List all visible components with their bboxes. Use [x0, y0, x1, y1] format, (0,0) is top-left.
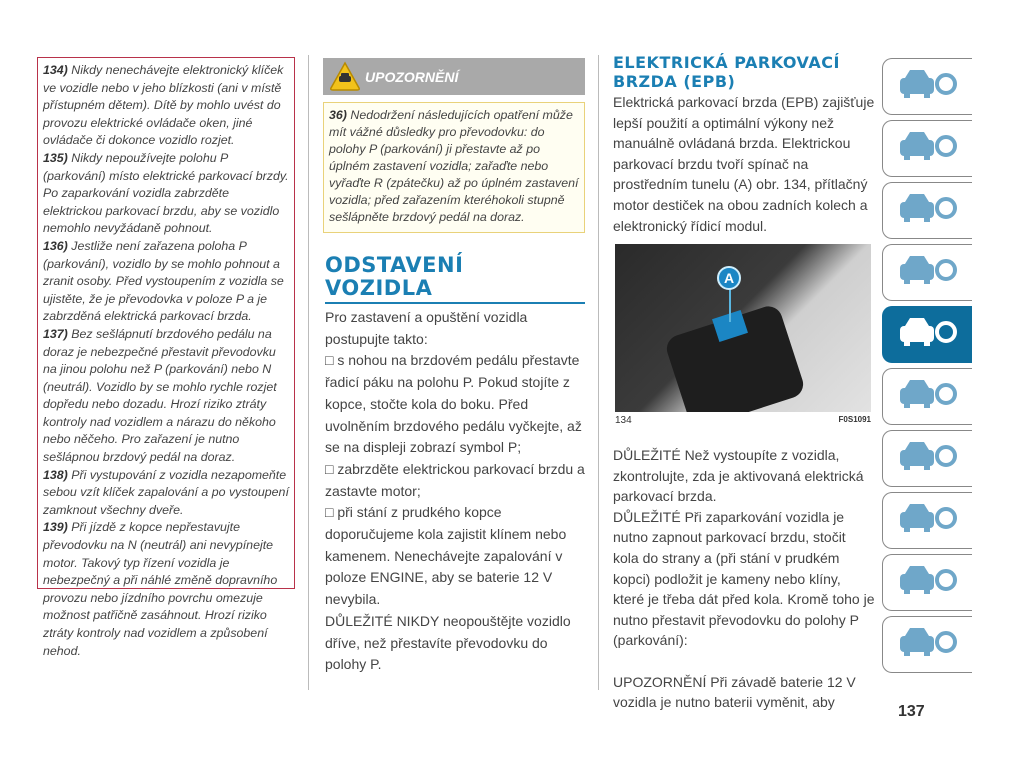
checkbox-bullet-icon: □	[325, 352, 338, 369]
note-139: 139) Při jízdě z kopce nepřestavujte převodovku na N (neutrál) ani nevypínejte motor. Takový typ řízení vozidla je nebezpečný a při náhlé změně dopravního provozu nebo jízdního povrchu omezuje možnost patřičně zasáhnout. Hrozí riziko ztráty kontroly nad vozidlem a způsobení nehod.	[43, 520, 278, 658]
column-divider	[308, 55, 309, 690]
chapter-tab[interactable]	[882, 492, 972, 549]
car-info-icon	[896, 126, 960, 171]
warning-triangle-icon	[329, 61, 361, 91]
callout-marker: A	[717, 266, 741, 290]
warning-light-mail-icon	[896, 188, 960, 233]
notes-box	[37, 57, 295, 658]
chapter-tab[interactable]	[882, 58, 972, 115]
note-138: 138) Při vystupování z vozidla nezapomeňte sebou vzít klíček zapalování a po vystoupení zamknout všechny dveře.	[43, 467, 289, 517]
list-item: □ při stání z prudkého kopce doporučujeme kola zajistit klínem nebo kamenem. Nenechávejte zapalování v poloze ENGINE, aby se baterie 12 V nevybila.	[325, 504, 567, 608]
chapter-tab[interactable]	[882, 244, 972, 301]
page-number: 137	[898, 703, 925, 720]
starting-driving-icon	[896, 312, 960, 357]
list-item: □ zabrzděte elektrickou parkovací brzdu a zastavte motor;	[325, 460, 585, 499]
technical-data-icon	[896, 498, 960, 543]
epb-intro: Elektrická parkovací brzda (EPB) zajišťuje lepší použití a optimální výkony než manuálně ovládaná brzda. Elektrickou parkovací brzdu tvoří spínač na prostředním tunelu (A) obr. 134, přítlačný motor destiček na obou zadních kolech a elektronický řídicí modul.	[613, 94, 875, 234]
chapter-tab[interactable]	[882, 306, 972, 363]
warning-title: UPOZORNĚNÍ	[365, 68, 459, 85]
note-134: 134) Nikdy nenechávejte elektronický klíček ve vozidle nebo v jeho blízkosti (ani v místě přístupném dětem). Dítě by mohlo uvést do provozu elektrické ovládače oken, jiné ovládače či dokonce vozidlo rozjet.	[43, 63, 284, 148]
column-divider	[598, 55, 599, 690]
chapter-tab[interactable]	[882, 368, 972, 425]
checkbox-bullet-icon: □	[325, 504, 338, 521]
note-137: 137) Bez sešlápnutí brzdového pedálu na doraz je nebezpečné přestavit převodovku na jinou polohu než P (parkování) nebo N (neutrál). Vozidlo by se mohlo rychle rozjet dopředu nebo dozadu. Hrozí riziko ztráty kontroly nad vozidlem a nárazu do někoho nebo něčeho. Pro zařazení je nutno sešlápnou brzdový pedál na doraz.	[43, 326, 277, 465]
chapter-tab[interactable]	[882, 120, 972, 177]
section-heading-odstaveni: ODSTAVENÍ VOZIDLA	[325, 254, 585, 304]
chapter-tab[interactable]	[882, 616, 972, 673]
odstaveni-body: Pro zastavení a opuštění vozidla postupujte takto: □ s nohou na brzdovém pedálu přestavte řadicí páku na polohu P. Pokud stojíte z kopce, stočte kola do boku. Před uvolněním brzdového pedálu vyčkejte, až se na displeji zobrazí symbol P; □ zabrzděte elektrickou parkovací brzdu a zastavte motor; □ při stání z prudkého kopce doporučujeme kola zajistit klínem nebo kamenem. Nenechávejte zapalování v poloze ENGINE, aby se baterie 12 V nevybila. DŮLEŽITÉ NIKDY neopouštějte vozidlo dříve, než přestavíte převodovku do polohy P.	[325, 307, 590, 676]
note-136: 136) Jestliže není zařazena poloha P (parkování), vozidlo by se mohlo pohnout a zranit osoby. Před vystoupením z vozidla se ujistěte, že je převodovka v poloze P a je zabrzděná elektrická parkovací brzda.	[43, 238, 284, 324]
car-maintenance-icon	[896, 436, 960, 481]
chapter-tab[interactable]	[882, 554, 972, 611]
epb-notes: DŮLEŽITÉ Než vystoupíte z vozidla, zkontrolujte, zda je aktivovaná elektrická parkovací brzda. DŮLEŽITÉ Při zaparkování vozidla je nutno zapnout parkovací brzdu, stočit kola do strany a (při stání v prudkém kopci) podložit je kameny nebo klíny, které je třeba dát před kola. Kromě toho je nutno přestavit převodovku do polohy P (parkování): UPOZORNĚNÍ Při závadě baterie 12 V vozidla je nutno baterii vyměnit, aby	[613, 447, 875, 711]
note-135: 135) Nikdy nepoužívejte polohu P (parkování) místo elektrické parkovací brzdy. Po zaparkování vozidla zabrzděte elektrickou parkovací brzdu, aby se vozidlo nemohlo nevyžádaně pohnout.	[43, 150, 289, 236]
car-emergency-icon	[896, 374, 960, 419]
list-item: □ s nohou na brzdovém pedálu přestavte řadicí páku na polohu P. Pokud stojíte z kopce, stočte kola do boku. Před uvolněním brzdového pedálu vyčkejte, až se na displeji zobrazí symbol P;	[325, 352, 582, 456]
figure-caption: 134 F0S1091	[615, 415, 871, 426]
car-search-icon	[896, 64, 960, 109]
chapter-tab[interactable]	[882, 430, 972, 487]
figure-134-photo	[615, 244, 871, 412]
airbag-seat-icon	[896, 250, 960, 295]
checkbox-bullet-icon: □	[325, 460, 338, 477]
multimedia-icon	[896, 560, 960, 605]
warning-box: 36) Nedodržení následujících opatření může mít vážné důsledky pro převodovku: do polohy P (parkování) ji přestavte až po úplném zastavení vozidla; zařaďte nebo vyřaďte R (zpátečku) až po úplném zastavení vozidla; před zařazením kteréhokoli stupně sešlápněte brzdový pedál na doraz.	[323, 102, 585, 233]
chapter-tab[interactable]	[882, 182, 972, 239]
section-heading-epb: ELEKTRICKÁ PARKOVACÍ BRZDA (EPB)	[613, 53, 840, 91]
warning-header	[323, 58, 585, 95]
index-icon	[896, 622, 960, 667]
